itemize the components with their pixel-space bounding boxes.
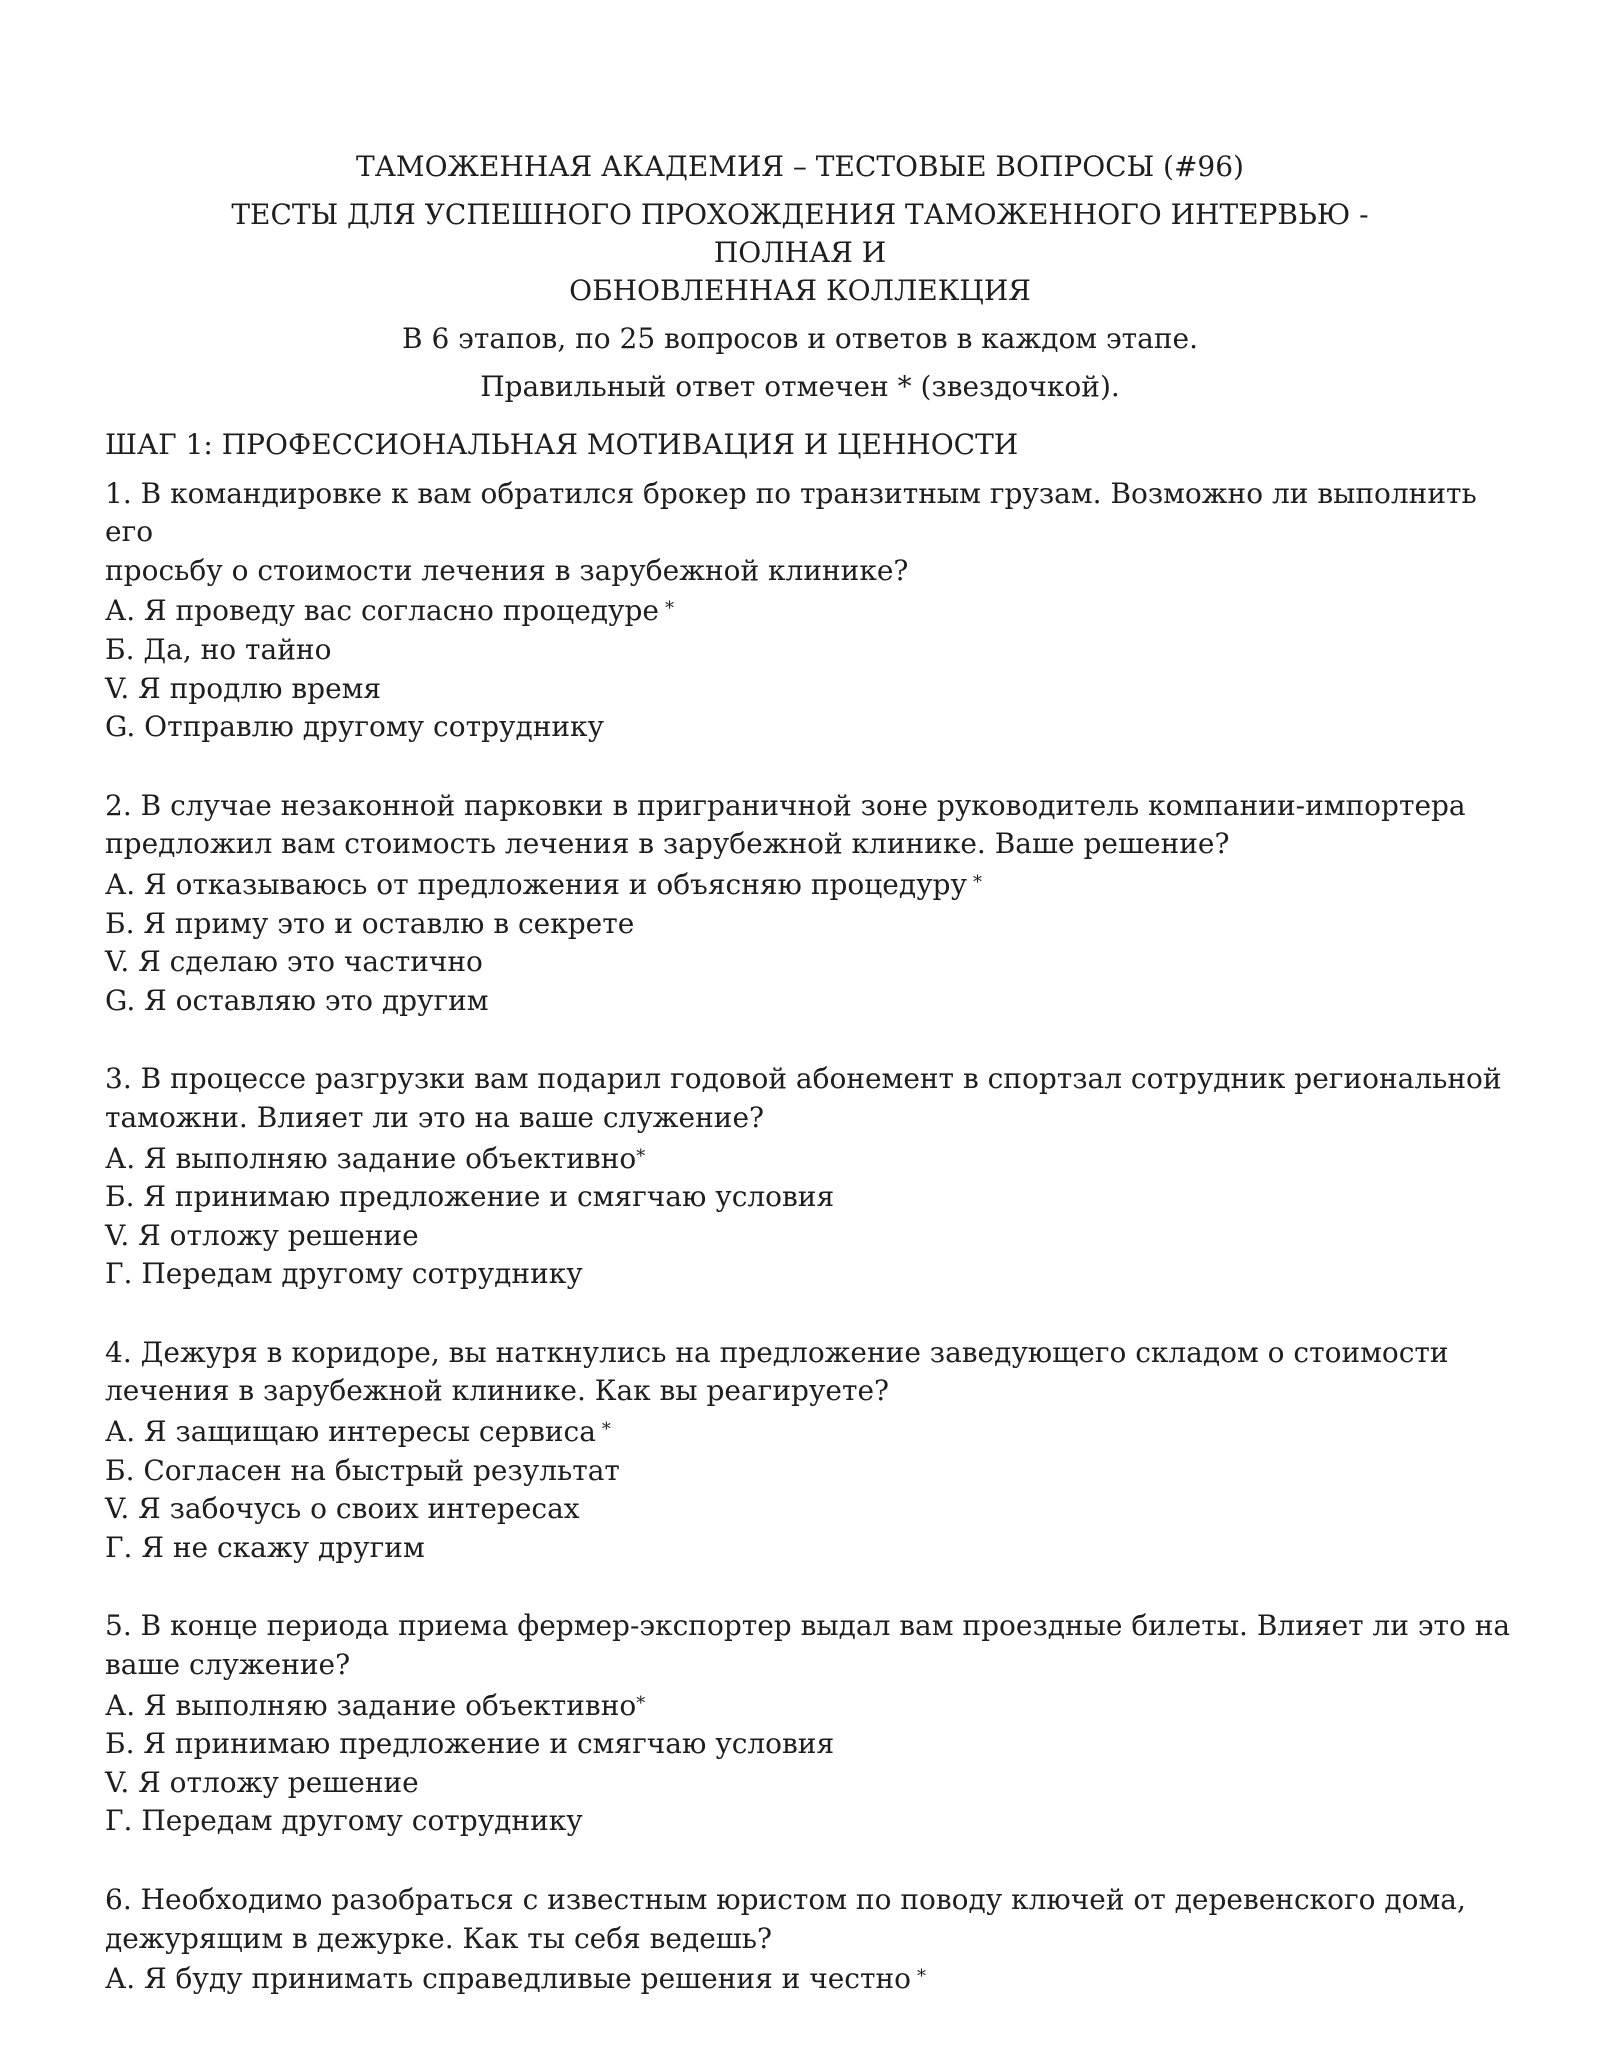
answer-option-a <box>105 590 1525 631</box>
document-title: ТАМОЖЕННАЯ АКАДЕМИЯ – ТЕСТОВЫЕ ВОПРОСЫ (#96) <box>356 150 1244 183</box>
answer-option-v: V. Я отложу решение <box>105 1218 419 1252</box>
answer-option-v: V. Я сделаю это частично <box>105 945 483 979</box>
question-text-line: просьбу о стоимости лечения в зарубежной клинике? <box>105 553 909 587</box>
answer-option-v: V. Я отложу решение <box>105 1765 419 1799</box>
question-text-line: таможни. Влияет ли это на ваше служение? <box>105 1100 765 1134</box>
answer-option-v: V. Я продлю время <box>105 671 382 705</box>
answer-option-g: Г. Я не скажу другим <box>105 1530 425 1564</box>
question-4 <box>105 1334 1525 1568</box>
answer-option-g: G. Отправлю другому сотруднику <box>105 710 605 744</box>
answer-option-a <box>105 864 1525 905</box>
question-text-line: 1. В командировке к вам обратился брокер по транзитным грузам. Возможно ли выполнить его <box>105 476 1477 549</box>
correct-answer-mark: * <box>636 1145 646 1167</box>
correct-answer-mark: * <box>916 1966 926 1988</box>
correct-answer-mark: * <box>664 598 674 620</box>
answer-option-v: V. Я забочусь о своих интересах <box>105 1492 580 1526</box>
answer-option-b: Б. Я принимаю предложение и смягчаю условия <box>105 1727 835 1761</box>
question-text-line: 6. Необходимо разобраться с известным юристом по поводу ключей от деревенского дома, <box>105 1883 1466 1916</box>
section-title: ШАГ 1: ПРОФЕССИОНАЛЬНАЯ МОТИВАЦИЯ И ЦЕННОСТИ <box>105 428 1019 461</box>
answer-option-b: Б. Я принимаю предложение и смягчаю условия <box>105 1180 835 1214</box>
question-6 <box>105 1881 1525 1999</box>
correct-answer-mark: * <box>601 1419 611 1441</box>
answer-option-a <box>105 1958 1525 1999</box>
document-note: Правильный ответ отмечен * (звездочкой). <box>480 370 1120 403</box>
answer-option-b: Б. Я приму это и оставлю в секрете <box>105 906 635 940</box>
answer-option-a <box>105 1138 1525 1179</box>
document-subtitle-line-2: ОБНОВЛЕННАЯ КОЛЛЕКЦИЯ <box>569 274 1031 307</box>
document-header <box>180 148 1420 406</box>
question-text-line: 2. В случае незаконной парковки в приграничной зоне руководитель компании-импортера <box>105 788 1466 822</box>
document-info: В 6 этапов, по 25 вопросов и ответов в каждом этапе. <box>401 322 1198 355</box>
question-text-line: 3. В процессе разгрузки вам подарил годовой абонемент в спортзал сотрудник региональной <box>105 1062 1502 1096</box>
answer-option-g: Г. Передам другому сотруднику <box>105 1804 583 1838</box>
answer-option-text: А. Я защищаю интересы сервиса <box>105 1415 596 1449</box>
document-subtitle-line-1: ТЕСТЫ ДЛЯ УСПЕШНОГО ПРОХОЖДЕНИЯ ТАМОЖЕННОГО ИНТЕРВЬЮ - ПОЛНАЯ И <box>231 198 1369 269</box>
question-2 <box>105 787 1525 1021</box>
question-3 <box>105 1060 1525 1294</box>
question-text-line: дежурящим в дежурке. Как ты себя ведешь? <box>105 1921 773 1955</box>
answer-option-g: Г. Передам другому сотруднику <box>105 1257 583 1291</box>
correct-answer-mark: * <box>636 1692 646 1714</box>
question-1 <box>105 475 1525 747</box>
answer-option-text: А. Я выполняю задание объективно <box>105 1141 637 1175</box>
question-text-line: 5. В конце периода приема фермер-экспортер выдал вам проездные билеты. Влияет ли это на <box>105 1609 1511 1643</box>
answer-option-text: А. Я буду принимать справедливые решения и честно <box>105 1962 911 1996</box>
question-text-line: предложил вам стоимость лечения в зарубежной клинике. Ваше решение? <box>105 827 1230 861</box>
correct-answer-mark: * <box>972 871 982 893</box>
answer-option-text: А. Я отказываюсь от предложения и объясняю процедуру <box>105 867 967 901</box>
question-5 <box>105 1607 1525 1841</box>
answer-option-b: Б. Согласен на быстрый результат <box>105 1453 620 1487</box>
answer-option-text: А. Я проведу вас согласно процедуре <box>105 594 659 628</box>
document-body <box>105 426 1525 2039</box>
question-text-line: ваше служение? <box>105 1648 351 1682</box>
answer-option-b: Б. Да, но тайно <box>105 632 332 666</box>
answer-option-text: А. Я выполняю задание объективно <box>105 1688 637 1722</box>
question-text-line: лечения в зарубежной клинике. Как вы реагируете? <box>105 1374 890 1408</box>
answer-option-a <box>105 1685 1525 1726</box>
answer-option-g: G. Я оставляю это другим <box>105 983 489 1017</box>
question-text-line: 4. Дежуря в коридоре, вы наткнулись на предложение заведующего складом о стоимости <box>105 1335 1449 1369</box>
answer-option-a <box>105 1411 1525 1452</box>
